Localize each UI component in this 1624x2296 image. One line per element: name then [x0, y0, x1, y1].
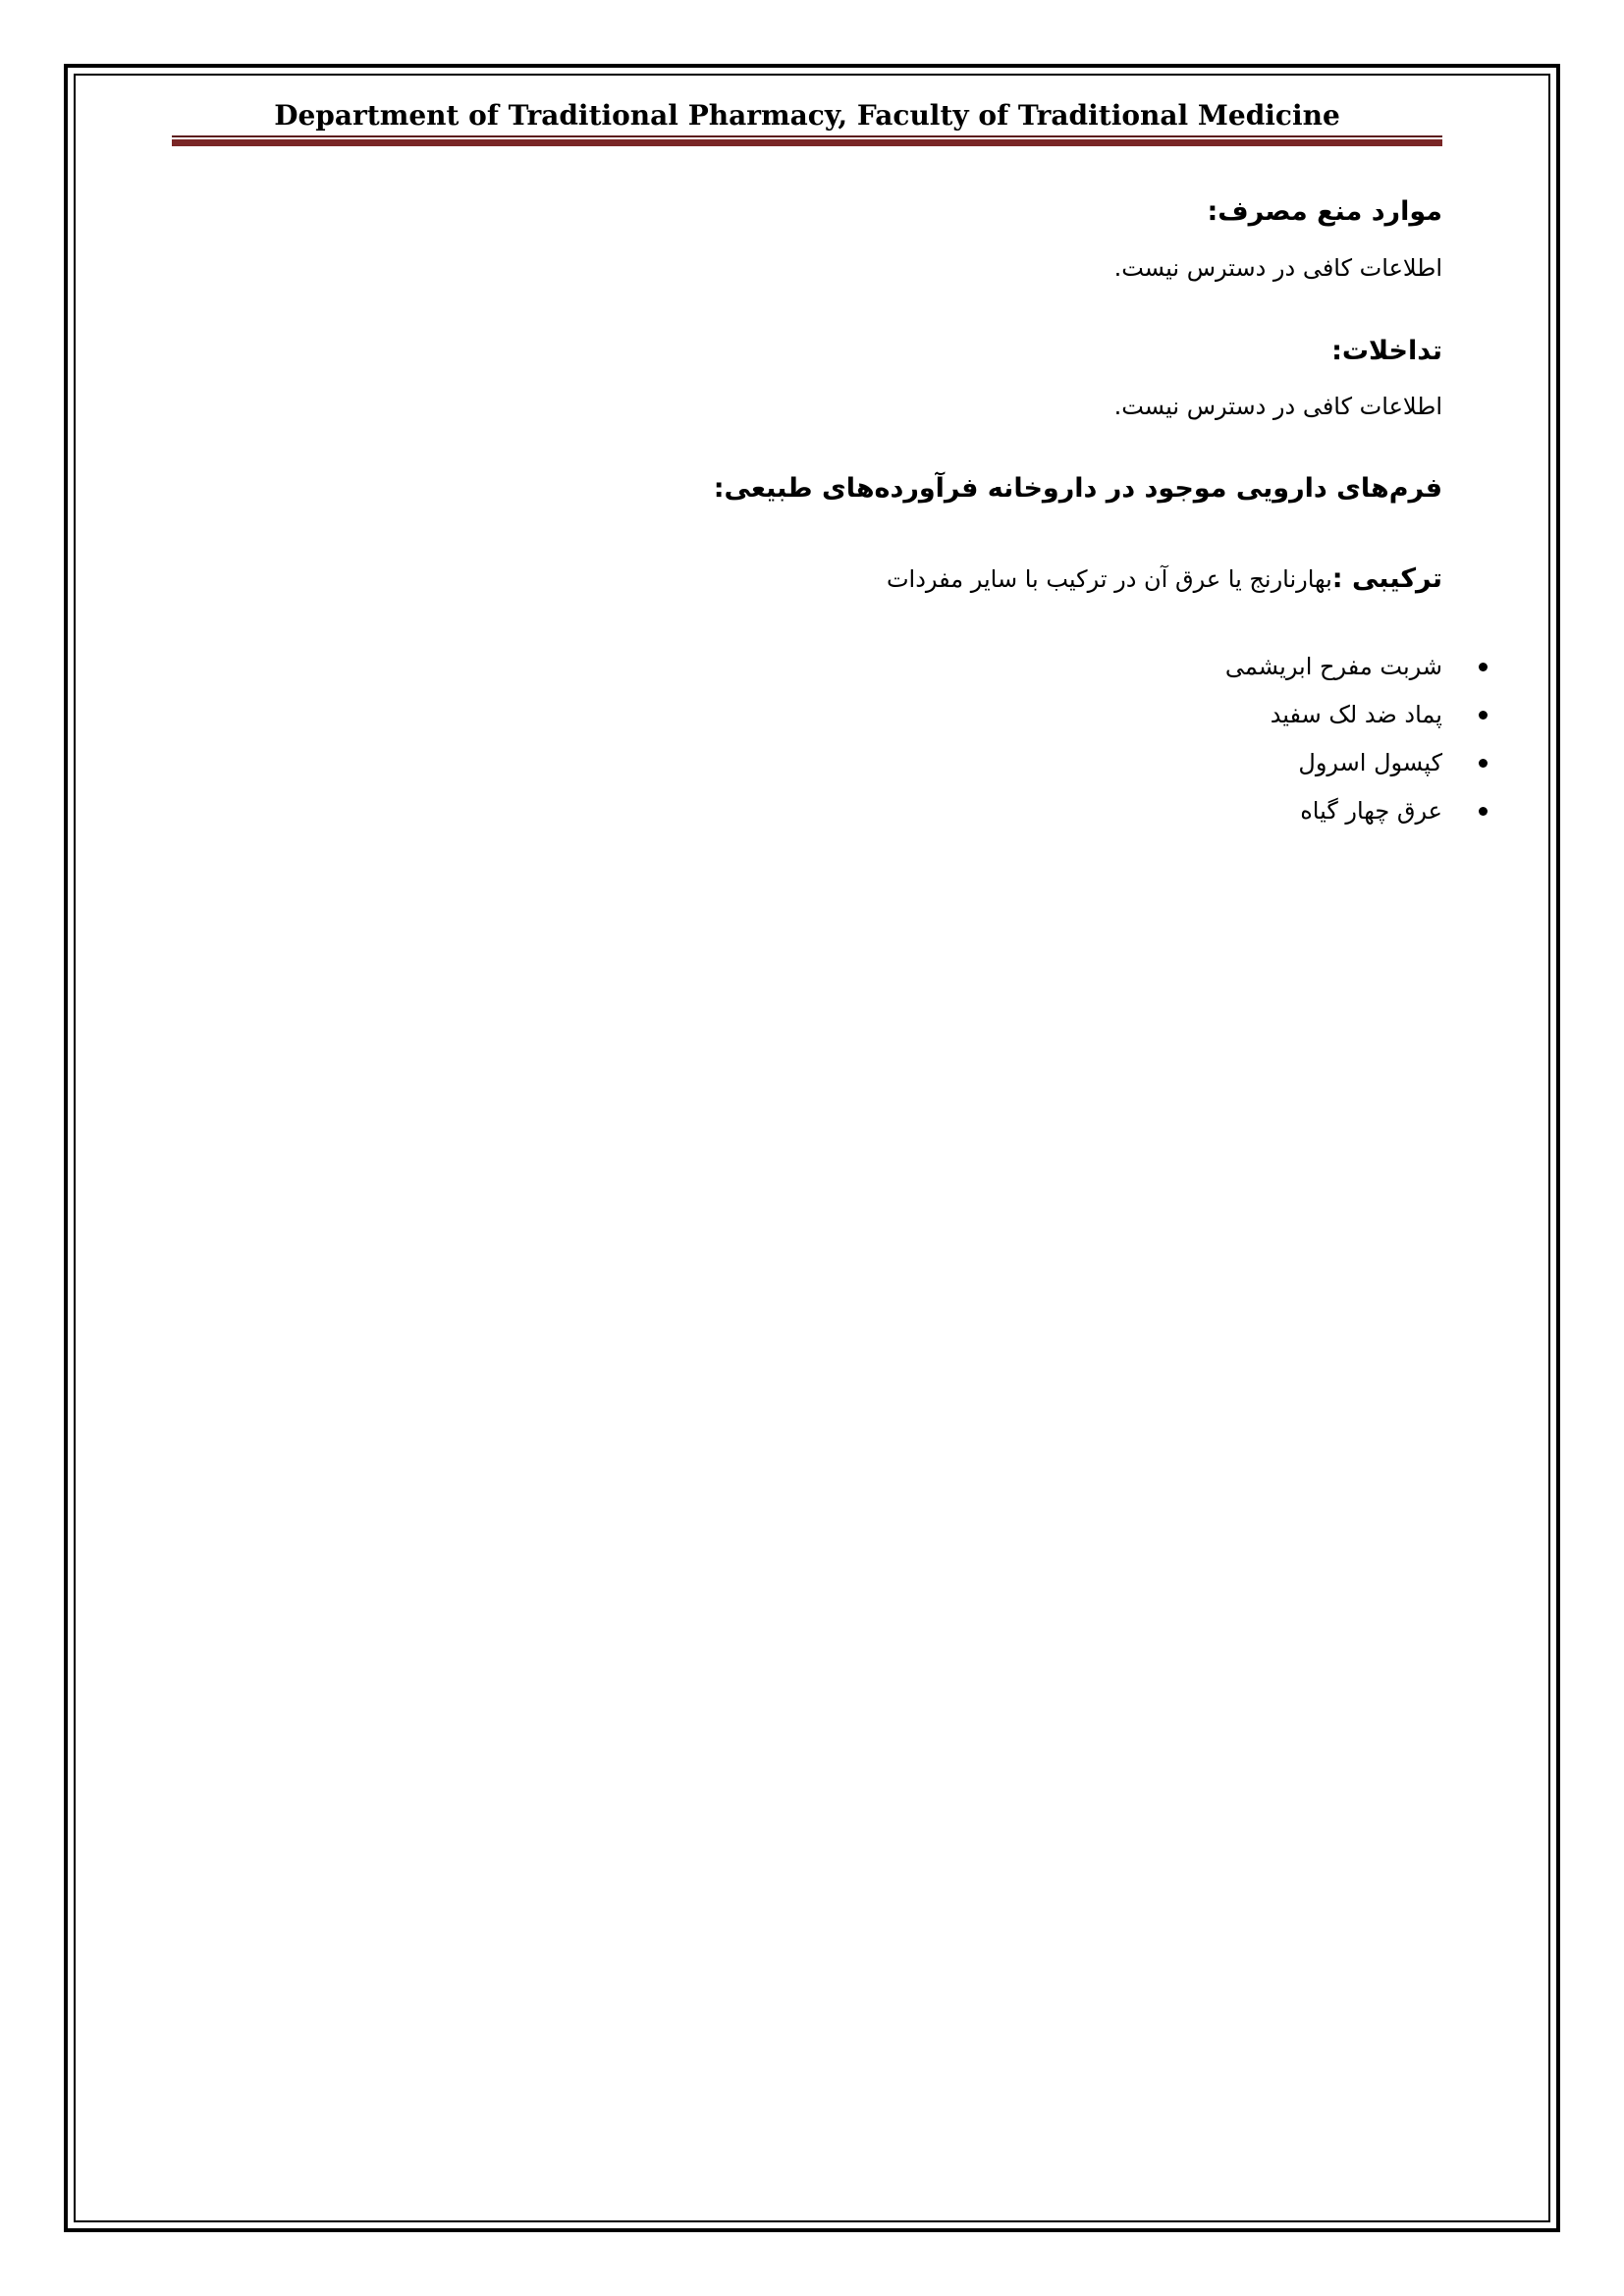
list-item [172, 696, 1488, 744]
list-item [172, 648, 1488, 696]
interactions-text: اطلاعات کافی در دسترس نیست. [1113, 393, 1442, 420]
list-item-label: کپسول اسرول [1298, 749, 1442, 776]
combination-text: بهارنارنج یا عرق آن در ترکیب با سایر مفردات [886, 565, 1332, 593]
interactions-heading: تداخلات: [1331, 336, 1442, 366]
bullet-icon [1479, 807, 1488, 816]
list-item-label: شربت مفرح ابریشمی [1224, 653, 1442, 680]
list-item [172, 744, 1488, 792]
header-divider-thin [172, 135, 1442, 137]
list-item-label: عرق چهار گیاه [1300, 797, 1442, 825]
bullet-icon [1479, 711, 1488, 720]
bullet-icon [1479, 759, 1488, 768]
combination-line [172, 560, 1442, 599]
header-divider-thick [172, 139, 1442, 146]
contraindications-heading: موارد منع مصرف: [1207, 196, 1442, 227]
combination-label: ترکیبی : [1331, 563, 1442, 594]
dosage-forms-heading: فرم‌های دارویی موجود در داروخانه فرآورده‌های طبیعی: [713, 473, 1442, 504]
list-item [172, 792, 1488, 840]
page-header-title: Department of Traditional Pharmacy, Faculty of Traditional Medicine [274, 99, 1340, 132]
list-item-label: پماد ضد لک سفید [1270, 701, 1442, 728]
contraindications-text: اطلاعات کافی در دسترس نیست. [1113, 254, 1442, 282]
bullet-icon [1479, 663, 1488, 671]
products-list [172, 648, 1488, 840]
